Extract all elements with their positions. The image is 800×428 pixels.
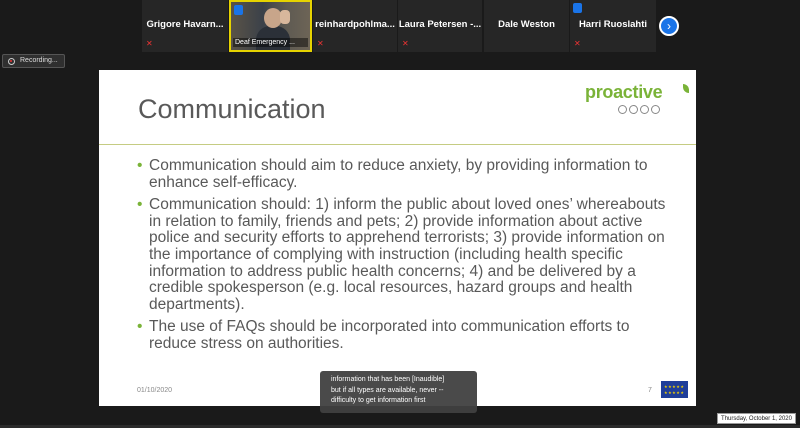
hazard-icon: [618, 105, 627, 114]
caption-line: information that has been [Inaudible]: [331, 376, 445, 383]
bullet-item: • Communication should aim to reduce anxiety, by providing information to enhance self-efficacy.: [137, 158, 667, 191]
participant-name: Dale Weston: [498, 19, 555, 30]
recording-label: Recording...: [20, 57, 58, 64]
logo-hazard-icons: [618, 105, 660, 114]
slide-date: 01/10/2020: [137, 387, 173, 394]
proactive-logo: [585, 82, 691, 116]
raised-hand-icon: [573, 3, 582, 13]
bullet-item: • The use of FAQs should be incorporated into communication efforts to reduce stress on authorities.: [137, 319, 667, 352]
participant-name: Laura Petersen -...: [398, 19, 482, 30]
title-divider: [99, 144, 696, 145]
recording-indicator[interactable]: [2, 54, 65, 68]
logo-wordmark: proactive: [585, 82, 663, 102]
record-icon: [8, 58, 15, 65]
participant-tile[interactable]: [142, 0, 228, 52]
live-caption: [320, 371, 477, 413]
slide-number: 7: [648, 387, 652, 394]
next-participants-button[interactable]: ›: [659, 16, 679, 36]
mic-muted-icon: ✕: [402, 39, 409, 48]
hazard-icon: [640, 105, 649, 114]
participant-tile[interactable]: [570, 0, 656, 52]
bullet-list: [137, 158, 667, 359]
participant-strip: [0, 0, 800, 52]
leaf-icon: [683, 84, 689, 93]
participant-name: Harri Ruoslahti: [578, 19, 648, 30]
shared-slide: [99, 70, 696, 406]
participant-name: Deaf Emergency ...: [233, 38, 308, 47]
caption-line: but if all types are available, never --: [331, 386, 444, 394]
hazard-icon: [629, 105, 638, 114]
participant-name: Grigore Havarn...: [146, 19, 224, 30]
eu-flag-icon: [661, 381, 688, 398]
raised-hand-icon: [234, 5, 243, 15]
mic-muted-icon: ✕: [574, 39, 581, 48]
caption-line: difficulty to get information first: [331, 397, 426, 404]
participant-video-tile[interactable]: [229, 0, 312, 52]
slide-title: Communication: [138, 94, 326, 124]
hazard-icon: [651, 105, 660, 114]
system-date-tooltip: Thursday, October 1, 2020: [717, 413, 796, 424]
bullet-item: • Communication should: 1) inform the public about loved ones’ whereabouts in relation to family, friends and pets; 2) provide information about active police and security efforts to apprehend terrorists; 3) provide information on the importance of complying with instruction (including health specific information to address public health concerns; 4) and be delivered by a credible spokesperson (e.g. local resources, hazard groups and health departments).: [137, 197, 667, 313]
participant-tile[interactable]: [313, 0, 397, 52]
mic-muted-icon: ✕: [317, 39, 324, 48]
mic-muted-icon: ✕: [146, 39, 153, 48]
participant-tile[interactable]: [398, 0, 482, 52]
participant-tile[interactable]: [484, 0, 569, 52]
participant-name: reinhardpohlma...: [315, 19, 395, 30]
